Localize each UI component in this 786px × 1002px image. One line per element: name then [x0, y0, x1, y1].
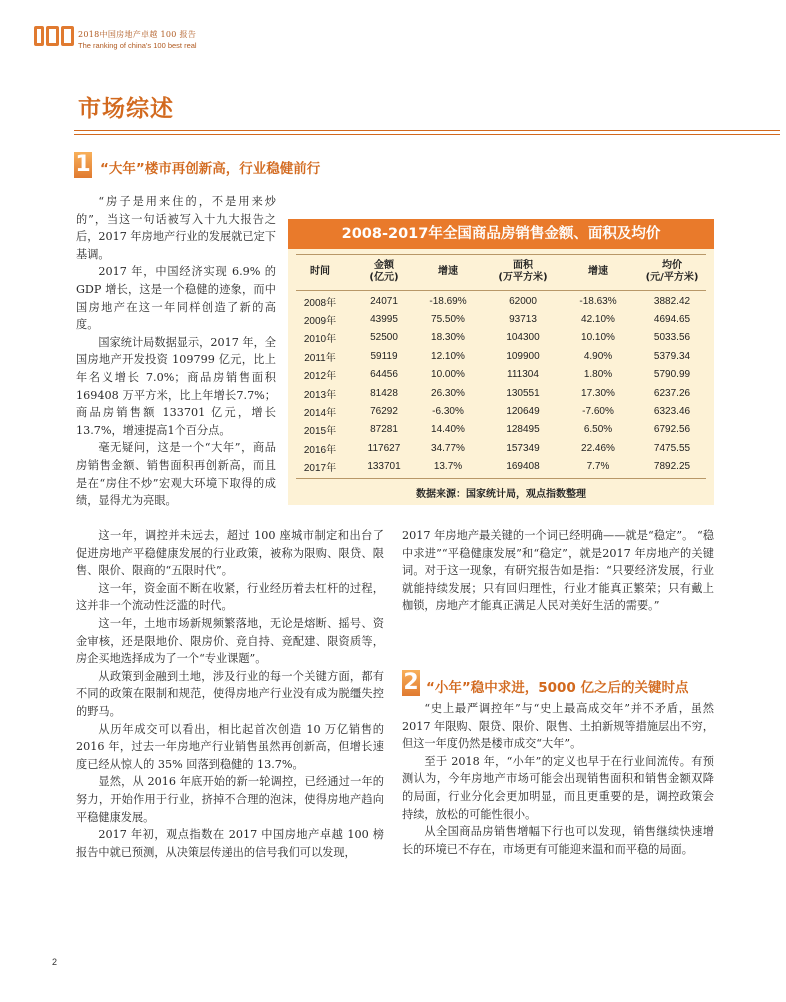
table-cell: -6.30%: [432, 406, 464, 418]
table-row: [288, 310, 714, 328]
table-cell: 43995: [370, 314, 398, 326]
table-row: [288, 366, 714, 384]
table-cell: -18.69%: [429, 295, 467, 307]
paragraph: “房子是用来住的，不是用来炒的”，当这一句话被写入十九大报告之后，2017 年房地产行业的发展就已定下基调。: [76, 195, 276, 261]
left-column: [76, 527, 384, 861]
paragraph: 从历年成交可以看出，相比起首次创造 10 万亿销售的2016 年，过去一年房地产行业销售虽然再创新高，但增长速度已经从惊人的 35% 回落到稳健的 13.7%。: [76, 722, 384, 771]
table-cell: 12.10%: [431, 350, 465, 362]
table-cell: 2008年: [303, 297, 337, 309]
table-cell: 5790.99: [653, 369, 691, 381]
table-cell: 14.40%: [431, 424, 465, 436]
table-cell: 17.30%: [581, 387, 615, 399]
table-cell: 2016年: [303, 444, 337, 456]
table-cell: 24071: [370, 295, 398, 307]
table-title: 2008-2017年全国商品房销售金额、面积及均价: [288, 219, 714, 249]
table-cell: 6237.26: [653, 387, 691, 399]
col-header-amount: 金额 (亿元): [369, 260, 399, 283]
report-logo: [34, 20, 74, 46]
table-cell: 2013年: [303, 389, 337, 401]
table-row: [288, 292, 714, 310]
table-cell: 75.50%: [431, 314, 465, 326]
table-cell: 26.30%: [431, 387, 465, 399]
table-cell: 120649: [506, 406, 540, 418]
table-cell: 2014年: [303, 408, 337, 420]
header-title-en: The ranking of china's 100 best real: [78, 41, 197, 50]
table-cell: 6.50%: [583, 424, 613, 436]
paragraph: 2017 年初，观点指数在 2017 中国房地产卓越 100 榜报告中就已预测，从决策层传递出的信号我们可以发现，: [76, 828, 384, 859]
right-column-bottom: [402, 700, 714, 858]
table-cell: 4694.65: [653, 314, 691, 326]
page-title: 市场综述: [78, 96, 174, 122]
table-rule: [296, 254, 706, 255]
table-cell: 130551: [506, 387, 540, 399]
table-cell: 2017年: [303, 463, 337, 475]
table-cell: 1.80%: [583, 369, 613, 381]
table-cell: 7.7%: [586, 461, 610, 473]
section-number-badge: 2: [403, 670, 419, 695]
paragraph: 这一年，调控并未远去，超过 100 座城市制定和出台了促进房地产平稳健康发展的行业政策，被称为限购、限贷、限售、限价、限商的“五限时代”。: [76, 529, 384, 578]
table-cell: 5379.34: [653, 350, 691, 362]
paragraph: 2017 年，中国经济实现 6.9% 的GDP 增长，这是一个稳健的迹象，而中国房地产在这一年同样创造了新的高度。: [76, 265, 276, 332]
section-heading: “小年”稳中求进，5000 亿之后的关键时点: [426, 680, 689, 696]
table-row: [288, 384, 714, 402]
table-cell: 109900: [506, 350, 540, 362]
table-rule: [296, 478, 706, 479]
table-rule: [296, 290, 706, 291]
header-title-cn: 2018中国房地产卓越 100 报告: [78, 30, 197, 39]
col-header-area: 面积 (万平方米): [498, 260, 548, 283]
table-cell: 128495: [506, 424, 540, 436]
table-cell: 6323.46: [653, 406, 691, 418]
table-row: [288, 347, 714, 365]
table-cell: 6792.56: [653, 424, 691, 436]
table-source: 数据来源：国家统计局，观点指数整理: [416, 489, 586, 500]
table-cell: 13.7%: [433, 461, 463, 473]
table-cell: 22.46%: [581, 442, 615, 454]
table-cell: 5033.56: [653, 332, 691, 344]
table-cell: 169408: [506, 461, 540, 473]
table-row: [288, 458, 714, 476]
table-cell: -7.60%: [582, 406, 614, 418]
table-cell: 7892.25: [653, 461, 691, 473]
table-cell: 62000: [509, 295, 537, 307]
col-header-avg-price: 均价 (元/平方米): [645, 260, 699, 283]
table-cell: 2012年: [303, 371, 337, 383]
table-cell: 59119: [370, 350, 398, 362]
paragraph: 显然，从 2016 年底开始的新一轮调控，已经通过一年的努力，开始作用于行业，挤掉不合理的泡沫，使得房地产趋向平稳健康发展。: [76, 775, 384, 824]
table-header: [288, 255, 714, 289]
table-cell: 76292: [370, 406, 398, 418]
table-cell: 52500: [370, 332, 398, 344]
table-row: [288, 402, 714, 420]
paragraph: 2017 年房地产最关键的一个词已经明确——就是“稳定”。 “稳中求进”“平稳健康发展”和“稳定”，就是2017 年房地产的关键词。对于这一现象，有研究报告如是指：“只要经济发展，行业就能持续发展；只有回归理性，行业才能真正繁荣；只有戴上枷锁，房地产才能真正满足人民对美好生活的需要。”: [402, 529, 714, 613]
table-cell: 2011年: [304, 352, 336, 364]
col-header-time: 时间: [310, 266, 330, 277]
table-cell: 81428: [370, 387, 398, 399]
page-number: 2: [52, 957, 58, 967]
title-divider-lower: [74, 134, 780, 135]
table-row: [288, 329, 714, 347]
table-cell: 18.30%: [431, 332, 465, 344]
right-column-top: [402, 527, 714, 615]
paragraph: 毫无疑问，这是一个“大年”，商品房销售金额、销售面积再创新高，而且是在“房住不炒”宏观大环境下取得的成绩，显得尤为亮眼。: [76, 441, 276, 508]
table-cell: -18.63%: [579, 295, 617, 307]
table-cell: 10.10%: [581, 332, 615, 344]
table-cell: 64456: [370, 369, 398, 381]
table-cell: 2010年: [303, 334, 337, 346]
paragraph: “史上最严调控年”与“史上最高成交年”并不矛盾，虽然 2017 年限购、限贷、限价、限售、土拍新规等措施层出不穷，但这一年度仍然是楼市成交“大年”。: [402, 702, 714, 751]
table-cell: 111304: [507, 369, 539, 381]
table-cell: 4.90%: [583, 350, 613, 362]
table-cell: 10.00%: [431, 369, 465, 381]
table-cell: 87281: [370, 424, 398, 436]
table-cell: 42.10%: [581, 314, 615, 326]
paragraph: 这一年，土地市场新规频繁落地，无论是熔断、摇号、资金审核，还是限地价、限房价、竞自持、竞配建、限资质等，房企买地选择成为了一个“专业课题”。: [76, 616, 384, 666]
section-heading: “大年”楼市再创新高，行业稳健前行: [100, 161, 321, 177]
section-number-badge: 1: [75, 152, 91, 177]
paragraph: 从全国商品房销售增幅下行也可以发现，销售继续快速增长的环境已不存在，市场更有可能迎来温和而平稳的局面。: [402, 825, 714, 856]
paragraph: 从政策到金融到土地，涉及行业的每一个关键方面，都有不同的政策在限制和规范，使得房地产行业没有成为脱缰失控的野马。: [76, 669, 384, 718]
col-header-area-growth: 增速: [588, 266, 608, 277]
table-cell: 104300: [506, 332, 540, 344]
table-row: [288, 439, 714, 457]
table-cell: 3882.42: [653, 295, 691, 307]
sales-data-table: [288, 219, 714, 505]
paragraph: 这一年，资金面不断在收紧，行业经历着去杠杆的过程，这并非一个流动性泛滥的时代。: [76, 581, 384, 613]
paragraph: 国家统计局数据显示，2017 年，全国房地产开发投资 109799 亿元，比上年名义增长 7.0%；商品房销售面积169408 万平方米，比上年增长7.7%；商品房销售额 133701 亿元，增长13.7%，增速提高1个百分点。: [76, 335, 276, 437]
intro-column: [76, 193, 276, 510]
table-cell: 93713: [509, 314, 537, 326]
table-cell: 2009年: [303, 316, 337, 328]
title-divider: [74, 130, 780, 131]
table-cell: 2015年: [303, 426, 337, 438]
table-body: [288, 292, 714, 476]
table-cell: 117627: [367, 442, 401, 454]
paragraph: 至于 2018 年，“小年”的定义也早于在行业间流传。有预测认为，今年房地产市场可能会出现销售面积和销售金额双降的局面，行业分化会更加明显，而且更重要的是，调控政策会持续，放松的可能性很小。: [402, 754, 714, 821]
table-cell: 7475.55: [653, 442, 691, 454]
table-cell: 157349: [506, 442, 540, 454]
table-cell: 133701: [367, 461, 401, 473]
table-row: [288, 421, 714, 439]
table-cell: 34.77%: [431, 442, 465, 454]
col-header-amount-growth: 增速: [438, 266, 458, 277]
